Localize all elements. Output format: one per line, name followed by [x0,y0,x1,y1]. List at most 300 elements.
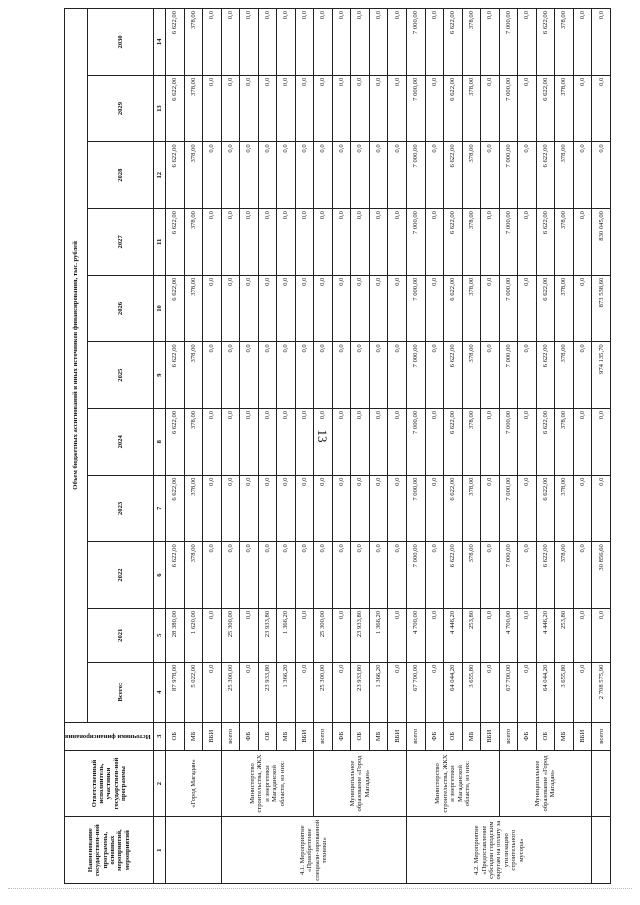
column-number: 12 [154,142,166,209]
cell-measure-title: 4.1. Мероприятие «Приобретение специали-зированной техники» [221,817,406,884]
cell-year-value: 0,0 [314,9,333,76]
cell-year-value: 6 622,00 [536,542,555,609]
cell-total: 67 700,00 [407,662,426,722]
cell-year-value: 0,0 [240,608,259,662]
cell-total: 0,0 [518,662,537,722]
cell-year-value: 378,00 [184,75,203,142]
cell-year-value: 0,0 [332,209,351,276]
cell-year-value: 0,0 [203,209,222,276]
cell-year-value: 7 000,00 [407,142,426,209]
cell-source: всего [407,722,426,750]
cell-source: ОБ [536,722,555,750]
cell-year-value: 0,0 [351,342,370,409]
cell-year-value: 0,0 [295,275,314,342]
cell-year-value: 0,0 [481,275,500,342]
cell-year-value: 6 622,00 [166,342,185,409]
cell-year-value: 0,0 [369,275,388,342]
cell-year-value: 0,0 [221,9,240,76]
cell-year-value: 6 622,00 [536,408,555,475]
cell-year-value: 0,0 [258,542,277,609]
cell-year-value: 6 622,00 [536,475,555,542]
cell-year-value: 378,00 [555,542,574,609]
cell-year-value: 0,0 [332,75,351,142]
cell-year-value: 0,0 [481,608,500,662]
cell-year-value: 0,0 [388,542,407,609]
header-name: Наименование государствен-ной программы, основных мероприятий, мероприятий [65,817,154,884]
cell-year-value: 0,0 [221,408,240,475]
cell-year-value: 0,0 [351,209,370,276]
cell-year-value: 6 622,00 [166,408,185,475]
cell-year-value: 378,00 [462,142,481,209]
cell-source: ВБИ [573,722,592,750]
cell-year-value: 0,0 [221,342,240,409]
cell-year-value: 0,0 [388,75,407,142]
cell-year-value: 253,80 [555,608,574,662]
cell-year-value: 378,00 [462,75,481,142]
cell-total: 0,0 [240,662,259,722]
cell-year-value: 0,0 [592,408,611,475]
cell-year-value: 7 000,00 [499,342,518,409]
financing-table [64,8,611,884]
cell-year-value: 6 622,00 [536,75,555,142]
cell-year-value: 23 933,80 [351,608,370,662]
cell-year-value: 0,0 [388,142,407,209]
cell-year-value: 0,0 [221,75,240,142]
cell-year-value: 6 622,00 [166,142,185,209]
cell-year-value: 0,0 [425,142,444,209]
cell-year-value: 0,0 [481,209,500,276]
cell-year-value: 0,0 [221,275,240,342]
cell-year-value: 7 000,00 [407,275,426,342]
cell-year-value: 7 000,00 [407,209,426,276]
cell-year-value: 0,0 [314,75,333,142]
cell-year-value: 0,0 [258,9,277,76]
cell-year-value: 0,0 [221,542,240,609]
cell-year-value: 0,0 [295,408,314,475]
cell-year-value: 7 000,00 [499,475,518,542]
cell-year-value: 0,0 [518,475,537,542]
cell-name-empty [166,817,222,884]
cell-source: ОБ [166,722,185,750]
cell-year-value: 0,0 [573,275,592,342]
header-total: Всего: [87,662,153,722]
cell-year-value: 0,0 [573,475,592,542]
cell-year-value: 0,0 [573,75,592,142]
cell-year-value: 0,0 [314,542,333,609]
cell-year-value: 0,0 [203,275,222,342]
cell-year-value: 25 300,00 [221,608,240,662]
cell-year-value: 378,00 [555,209,574,276]
cell-year-value: 0,0 [592,9,611,76]
cell-year-value: 6 622,00 [444,9,463,76]
cell-year-value: 7 000,00 [407,475,426,542]
cell-total: 0,0 [425,662,444,722]
cell-year-value: 378,00 [184,209,203,276]
cell-year-value: 7 000,00 [499,275,518,342]
cell-year-value: 0,0 [518,142,537,209]
cell-year-value: 0,0 [332,408,351,475]
cell-executor: Муниципальное образование «Город Магадан» [499,750,592,817]
cell-year-value: 0,0 [295,475,314,542]
cell-year-value: 0,0 [314,209,333,276]
cell-year-value: 0,0 [258,342,277,409]
cell-year-value: 0,0 [481,542,500,609]
cell-year-value: 0,0 [481,75,500,142]
cell-year-value: 378,00 [184,275,203,342]
cell-source: ОБ [258,722,277,750]
cell-source: ФБ [518,722,537,750]
cell-year-value: 0,0 [258,275,277,342]
table-row [166,9,185,884]
cell-total: 2 708 575,90 [592,662,611,722]
cell-year-value: 6 622,00 [536,275,555,342]
cell-source: всего [314,722,333,750]
cell-year-value: 0,0 [518,275,537,342]
cell-year-value: 378,00 [555,9,574,76]
cell-year-value: 0,0 [425,75,444,142]
cell-year-value: 0,0 [388,275,407,342]
column-number: 2 [154,750,166,817]
cell-year-value: 0,0 [203,75,222,142]
cell-year-value: 0,0 [258,475,277,542]
cell-source: ВБИ [203,722,222,750]
column-number: 13 [154,75,166,142]
header-executor: Ответственный исполнитель, участники государствен-ной программы [65,750,154,817]
cell-year-value: 0,0 [203,408,222,475]
cell-total: 67 700,00 [499,662,518,722]
column-number: 6 [154,542,166,609]
cell-year-value: 378,00 [555,342,574,409]
cell-year-value: 0,0 [332,142,351,209]
cell-year-value: 7 000,00 [499,542,518,609]
cell-year-value: 0,0 [240,408,259,475]
cell-year-value: 0,0 [351,408,370,475]
cell-total: 0,0 [203,662,222,722]
cell-year-value: 0,0 [592,475,611,542]
cell-year-value: 4 700,00 [499,608,518,662]
cell-year-value: 0,0 [518,209,537,276]
cell-year-value: 378,00 [184,475,203,542]
cell-year-value: 6 622,00 [444,275,463,342]
cell-year-value: 0,0 [369,75,388,142]
cell-year-value: 378,00 [184,9,203,76]
cell-year-value: 0,0 [388,9,407,76]
cell-year-value: 378,00 [462,209,481,276]
cell-total: 25 300,00 [221,662,240,722]
cell-year-value: 0,0 [314,342,333,409]
cell-total: 23 933,80 [351,662,370,722]
cell-year-value: 0,0 [518,608,537,662]
cell-year-value: 0,0 [481,475,500,542]
cell-source: ОБ [444,722,463,750]
cell-year-value: 0,0 [277,275,296,342]
cell-year-value: 378,00 [462,9,481,76]
cell-year-value: 0,0 [351,542,370,609]
cell-year-value: 6 622,00 [536,9,555,76]
cell-year-value: 0,0 [573,9,592,76]
header-year: 2030 [87,9,153,76]
cell-year-value: 0,0 [295,142,314,209]
cell-year-value: 0,0 [203,342,222,409]
cell-year-value: 23 933,80 [258,608,277,662]
cell-total: 0,0 [332,662,351,722]
rotated-table-frame [64,8,605,884]
cell-measure-title: 4.2. Мероприятие «Предоставление субсидии городским округам на оплату за утилизацию строительного мусора» [407,817,592,884]
cell-year-value: 830 045,00 [592,209,611,276]
cell-year-value: 0,0 [351,275,370,342]
cell-source: всего [221,722,240,750]
cell-year-value: 0,0 [425,342,444,409]
cell-source: ВБИ [295,722,314,750]
cell-year-value: 6 622,00 [444,75,463,142]
cell-year-value: 0,0 [295,608,314,662]
cell-year-value: 0,0 [258,209,277,276]
cell-year-value: 25 300,00 [314,608,333,662]
cell-year-value: 0,0 [351,142,370,209]
header-year: 2029 [87,75,153,142]
column-number: 3 [154,722,166,750]
cell-year-value: 6 622,00 [444,142,463,209]
cell-year-value: 0,0 [277,542,296,609]
cell-year-value: 0,0 [425,9,444,76]
cell-year-value: 0,0 [573,209,592,276]
cell-year-value: 0,0 [295,75,314,142]
cell-year-value: 0,0 [332,608,351,662]
cell-year-value: 0,0 [314,475,333,542]
cell-year-value: 30 856,60 [592,542,611,609]
cell-year-value: 0,0 [573,542,592,609]
cell-year-value: 0,0 [203,9,222,76]
cell-year-value: 0,0 [240,542,259,609]
cell-total: 64 044,20 [444,662,463,722]
cell-total: 0,0 [481,662,500,722]
cell-year-value: 0,0 [592,75,611,142]
cell-year-value: 0,0 [314,408,333,475]
cell-year-value: 378,00 [462,342,481,409]
cell-year-value: 0,0 [221,142,240,209]
cell-executor: Муниципальное образование «Город Магадан» [314,750,407,817]
column-number: 7 [154,475,166,542]
cell-year-value: 0,0 [332,9,351,76]
cell-year-value: 4 700,00 [407,608,426,662]
cell-year-value: 0,0 [240,342,259,409]
cell-year-value: 28 380,00 [166,608,185,662]
cell-year-value: 378,00 [462,275,481,342]
cell-year-value: 0,0 [240,475,259,542]
cell-year-value: 0,0 [369,408,388,475]
cell-year-value: 6 622,00 [444,408,463,475]
cell-year-value: 0,0 [203,475,222,542]
cell-year-value: 0,0 [203,542,222,609]
cell-year-value: 0,0 [332,275,351,342]
cell-year-value: 378,00 [555,475,574,542]
cell-year-value: 4 446,20 [536,608,555,662]
cell-year-value: 0,0 [295,542,314,609]
cell-year-value: 0,0 [425,275,444,342]
cell-year-value: 0,0 [573,142,592,209]
cell-year-value: 7 000,00 [499,408,518,475]
cell-year-value: 0,0 [425,608,444,662]
cell-year-value: 0,0 [240,209,259,276]
cell-year-value: 0,0 [388,475,407,542]
table-body [166,9,611,884]
cell-executor-empty [592,750,611,817]
cell-total: 64 044,20 [536,662,555,722]
cell-year-value: 378,00 [184,542,203,609]
cell-year-value: 0,0 [258,142,277,209]
column-number: 8 [154,408,166,475]
cell-year-value: 7 000,00 [407,342,426,409]
cell-year-value: 378,00 [462,408,481,475]
cell-total: 0,0 [573,662,592,722]
cell-year-value: 378,00 [462,475,481,542]
cell-executor: Министерство строительства, ЖКХ и энергетики Магаданской области, из них: [407,750,500,817]
cell-total: 1 366,20 [369,662,388,722]
cell-year-value: 0,0 [425,209,444,276]
cell-year-value: 0,0 [240,9,259,76]
column-number: 4 [154,662,166,722]
cell-source: ФБ [332,722,351,750]
cell-year-value: 0,0 [369,475,388,542]
cell-year-value: 378,00 [184,342,203,409]
cell-total: 0,0 [295,662,314,722]
page-number: 13 [315,429,330,443]
cell-year-value: 0,0 [481,408,500,475]
cell-year-value: 0,0 [369,542,388,609]
cell-year-value: 7 000,00 [499,142,518,209]
cell-year-value: 378,00 [555,408,574,475]
cell-source: МБ [462,722,481,750]
cell-source: МБ [184,722,203,750]
cell-year-value: 6 622,00 [444,342,463,409]
header-source [65,722,154,750]
cell-source: всего [499,722,518,750]
cell-year-value: 0,0 [369,342,388,409]
cell-year-value: 0,0 [388,608,407,662]
cell-year-value: 0,0 [592,608,611,662]
cell-year-value: 0,0 [277,475,296,542]
cell-year-value: 0,0 [573,608,592,662]
column-number: 1 [154,817,166,884]
cell-year-value: 0,0 [258,408,277,475]
cell-year-value: 0,0 [277,9,296,76]
cell-year-value: 6 622,00 [166,9,185,76]
cell-year-value: 0,0 [277,209,296,276]
table-row [407,9,426,884]
cell-year-value: 0,0 [351,9,370,76]
table-row [221,9,240,884]
header-year: 2028 [87,142,153,209]
cell-year-value: 0,0 [277,142,296,209]
cell-source: ОБ [351,722,370,750]
header-source-text: Источники финансирования [65,732,151,740]
column-number: 14 [154,9,166,76]
cell-year-value: 0,0 [277,75,296,142]
cell-year-value: 0,0 [240,142,259,209]
cell-year-value: 0,0 [518,75,537,142]
cell-year-value: 0,0 [573,408,592,475]
cell-year-value: 0,0 [388,342,407,409]
cell-source: всего [592,722,611,750]
cell-year-value: 0,0 [277,408,296,475]
header-year: 2025 [87,342,153,409]
cell-year-value: 0,0 [351,475,370,542]
cell-year-value: 0,0 [203,608,222,662]
cell-year-value: 6 622,00 [536,342,555,409]
cell-year-value: 6 622,00 [444,209,463,276]
cell-source: МБ [369,722,388,750]
cell-year-value: 7 000,00 [407,75,426,142]
cell-year-value: 6 622,00 [166,475,185,542]
cell-year-value: 0,0 [221,475,240,542]
cell-year-value: 6 622,00 [536,209,555,276]
column-number: 10 [154,275,166,342]
rotated-table-canvas [64,8,605,884]
cell-year-value: 0,0 [425,408,444,475]
cell-year-value: 0,0 [240,75,259,142]
cell-year-value: 378,00 [184,408,203,475]
cell-year-value: 0,0 [481,142,500,209]
header-year: 2021 [87,608,153,662]
column-number: 9 [154,342,166,409]
cell-year-value: 0,0 [573,342,592,409]
table-row [499,9,518,884]
cell-year-value: 0,0 [481,342,500,409]
cell-year-value: 6 622,00 [444,542,463,609]
cell-year-value: 0,0 [388,408,407,475]
cell-year-value: 0,0 [277,342,296,409]
cell-year-value: 0,0 [351,75,370,142]
cell-year-value: 1 366,20 [369,608,388,662]
cell-year-value: 1 620,00 [184,608,203,662]
cell-source: ВБИ [388,722,407,750]
cell-source: МБ [277,722,296,750]
cell-year-value: 0,0 [518,542,537,609]
cell-year-value: 0,0 [592,142,611,209]
table-row-total [592,9,611,884]
header-year: 2027 [87,209,153,276]
cell-year-value: 7 000,00 [499,75,518,142]
header-year: 2023 [87,475,153,542]
cell-year-value: 378,00 [555,142,574,209]
cell-year-value: 0,0 [481,9,500,76]
cell-year-value: 0,0 [332,342,351,409]
cell-year-value: 0,0 [258,75,277,142]
cell-name-empty [592,817,611,884]
cell-year-value: 378,00 [555,75,574,142]
cell-year-value: 0,0 [203,142,222,209]
cell-executor: «Город Магадан» [166,750,222,817]
cell-year-value: 0,0 [314,142,333,209]
header-year: 2022 [87,542,153,609]
cell-year-value: 378,00 [462,542,481,609]
cell-year-value: 6 622,00 [166,542,185,609]
cell-total: 23 933,80 [258,662,277,722]
header-year: 2026 [87,275,153,342]
cell-year-value: 1 366,20 [277,608,296,662]
cell-year-value: 0,0 [314,275,333,342]
cell-source: ФБ [240,722,259,750]
cell-year-value: 0,0 [518,9,537,76]
cell-year-value: 0,0 [425,475,444,542]
cell-year-value: 0,0 [518,408,537,475]
cell-year-value: 0,0 [518,342,537,409]
cell-year-value: 7 000,00 [407,9,426,76]
cell-total: 3 655,80 [462,662,481,722]
cell-year-value: 6 622,00 [536,142,555,209]
cell-source: ФБ [425,722,444,750]
cell-year-value: 0,0 [332,475,351,542]
